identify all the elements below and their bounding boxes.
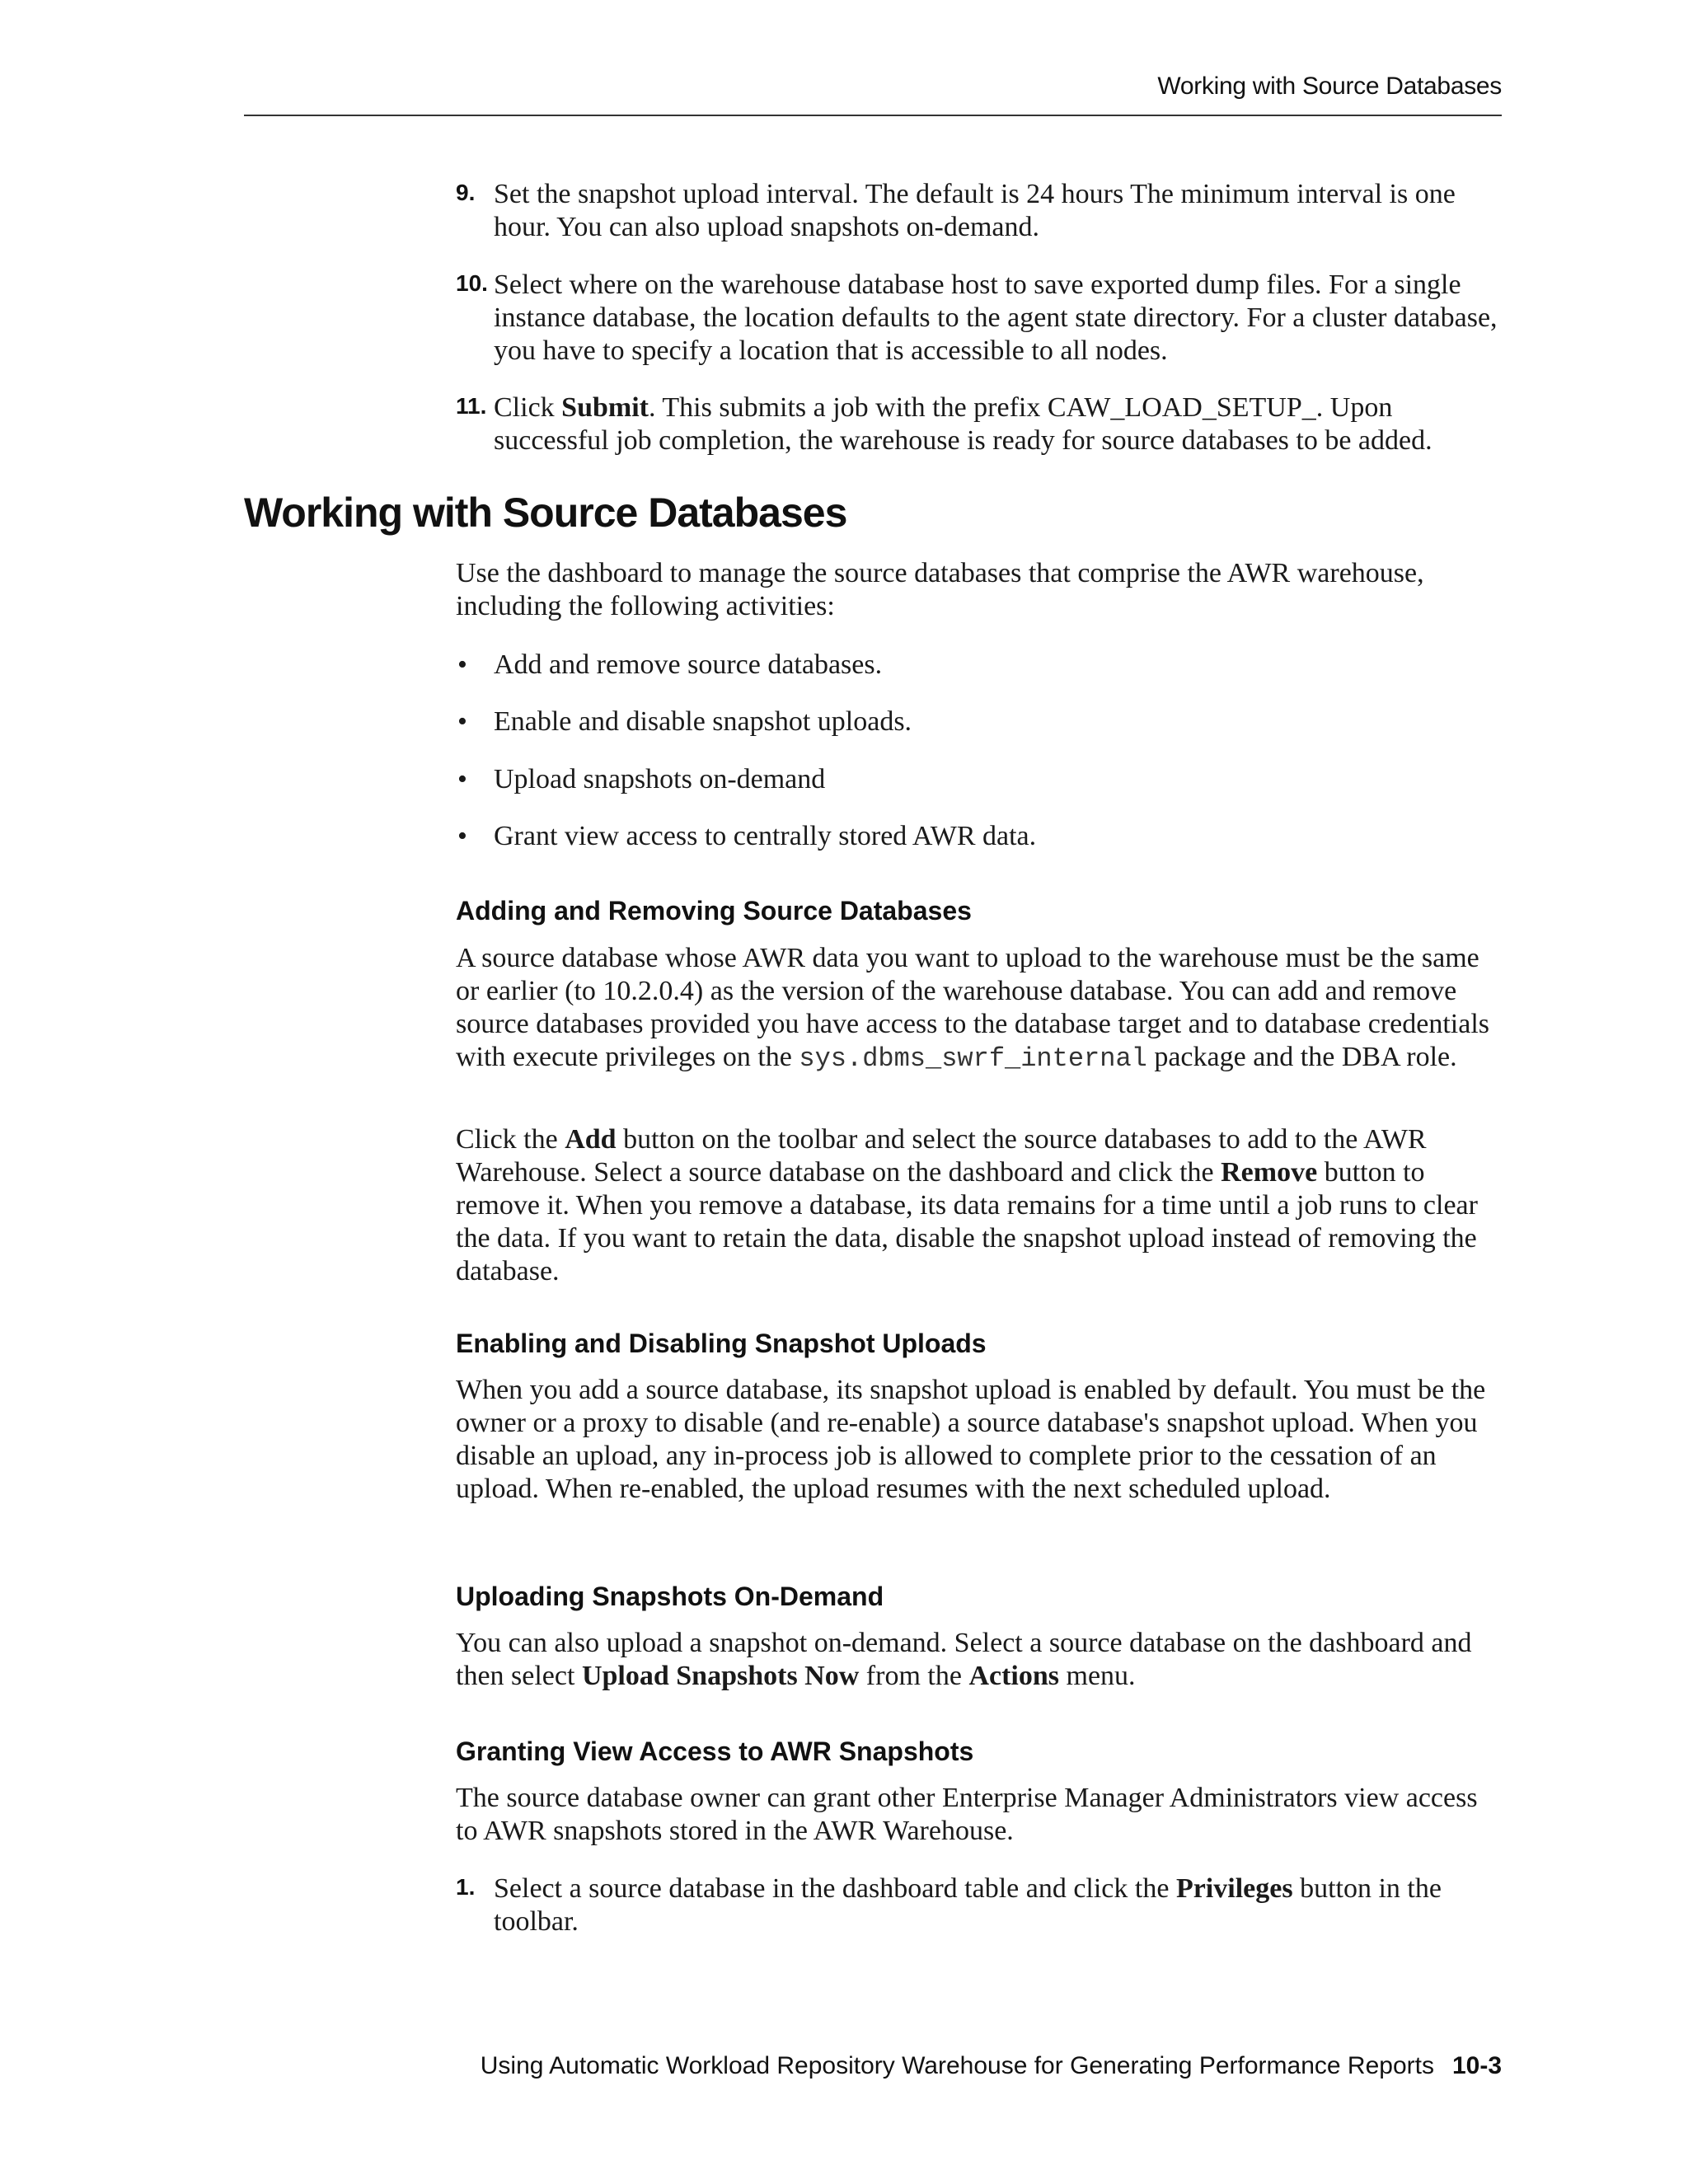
remove-term: Remove xyxy=(1221,1157,1318,1188)
adding-paragraph-1: A source database whose AWR data you want to upload to the warehouse must be the same or earlier (to 10.2.0.4) as the version of the warehouse database. You can add and remove source databases provided you have access to the database target and to database credentials with execute privileges on the sys.dbms_swrf_internal package and the DBA role. xyxy=(456,943,1490,1074)
step-number: 1. xyxy=(456,1874,476,1900)
step-11 xyxy=(456,391,1503,457)
bullet-item: • Add and remove source databases. xyxy=(457,649,883,680)
page-footer xyxy=(481,2052,1502,2080)
subsection-heading-granting: Granting View Access to AWR Snapshots xyxy=(456,1736,974,1766)
adding-paragraph-2: Click the Add button on the toolbar and select the source databases to add to the AWR Warehouse. Select a source database on the dashboard and click the Remove button to remove it. When you remove a database, its data remains for a time until a job runs to clear the data. If you want to retain the data, disable the snapshot upload instead of removing the database. xyxy=(456,1124,1478,1286)
granting-paragraph: The source database owner can grant other Enterprise Manager Administrators view access to AWR snapshots stored in the AWR Warehouse. xyxy=(456,1783,1478,1846)
step-text: Select a source database in the dashboard table and click the Privileges button in the toolbar. xyxy=(494,1873,1442,1937)
bullet-item: • Upload snapshots on-demand xyxy=(457,764,826,794)
subsection-heading-enabling: Enabling and Disabling Snapshot Uploads xyxy=(456,1329,987,1358)
granting-step-1 xyxy=(456,1872,1503,1938)
enabling-paragraph: When you add a source database, its snapshot upload is enabled by default. You must be the owner or a proxy to disable (and re-enable) a source database's snapshot upload. When you disable an upload, any in-process job is allowed to complete prior to the cessation of an upload. When re-enabled, the upload resumes with the next scheduled upload. xyxy=(456,1375,1486,1504)
bullet-item: • Enable and disable snapshot uploads. xyxy=(457,706,912,737)
submit-term: Submit xyxy=(561,392,649,423)
step-10 xyxy=(456,269,1503,368)
subsection-heading-uploading: Uploading Snapshots On-Demand xyxy=(456,1582,884,1611)
running-header: Working with Source Databases xyxy=(1157,73,1502,100)
section-title: Working with Source Databases xyxy=(244,490,847,536)
uploading-paragraph: You can also upload a snapshot on-demand. Select a source database on the dashboard and then select Upload Snapshots Now from the Actions menu. xyxy=(456,1628,1472,1691)
step-9 xyxy=(456,178,1503,244)
subsection-heading-adding: Adding and Removing Source Databases xyxy=(456,896,972,926)
code-package-name: sys.dbms_swrf_internal xyxy=(799,1043,1147,1074)
header-rule xyxy=(244,115,1502,116)
step-text: Click Submit. This submits a job with the prefix CAW_LOAD_SETUP_. Upon successful job completion, the warehouse is ready for source databases to be added. xyxy=(494,392,1432,456)
upload-snapshots-now-term: Upload Snapshots Now xyxy=(581,1661,860,1691)
step-text: Set the snapshot upload interval. The default is 24 hours The minimum interval is one hour. You can also upload snapshots on-demand. xyxy=(494,179,1456,242)
step-text: Select where on the warehouse database host to save exported dump files. For a single instance database, the location defaults to the agent state directory. For a cluster database, you have to specify a location that is accessible to all nodes. xyxy=(494,269,1498,366)
bullet-dot: • xyxy=(457,821,467,851)
bullet-dot: • xyxy=(457,764,467,794)
step-number: 11. xyxy=(456,393,487,419)
bullet-dot: • xyxy=(457,649,467,680)
step-number: 10. xyxy=(456,270,488,296)
step-number: 9. xyxy=(456,180,476,205)
add-term: Add xyxy=(565,1124,617,1155)
privileges-term: Privileges xyxy=(1175,1873,1293,1904)
footer-title: Using Automatic Workload Repository Warehouse for Generating Performance Reports xyxy=(480,2052,1434,2079)
bullet-item: • Grant view access to centrally stored AWR data. xyxy=(457,821,1037,851)
bullet-dot: • xyxy=(457,706,467,737)
page-number: 10-3 xyxy=(1451,2052,1502,2079)
actions-term: Actions xyxy=(968,1661,1059,1691)
section-intro: Use the dashboard to manage the source databases that comprise the AWR warehouse, including the following activities: xyxy=(456,558,1424,621)
